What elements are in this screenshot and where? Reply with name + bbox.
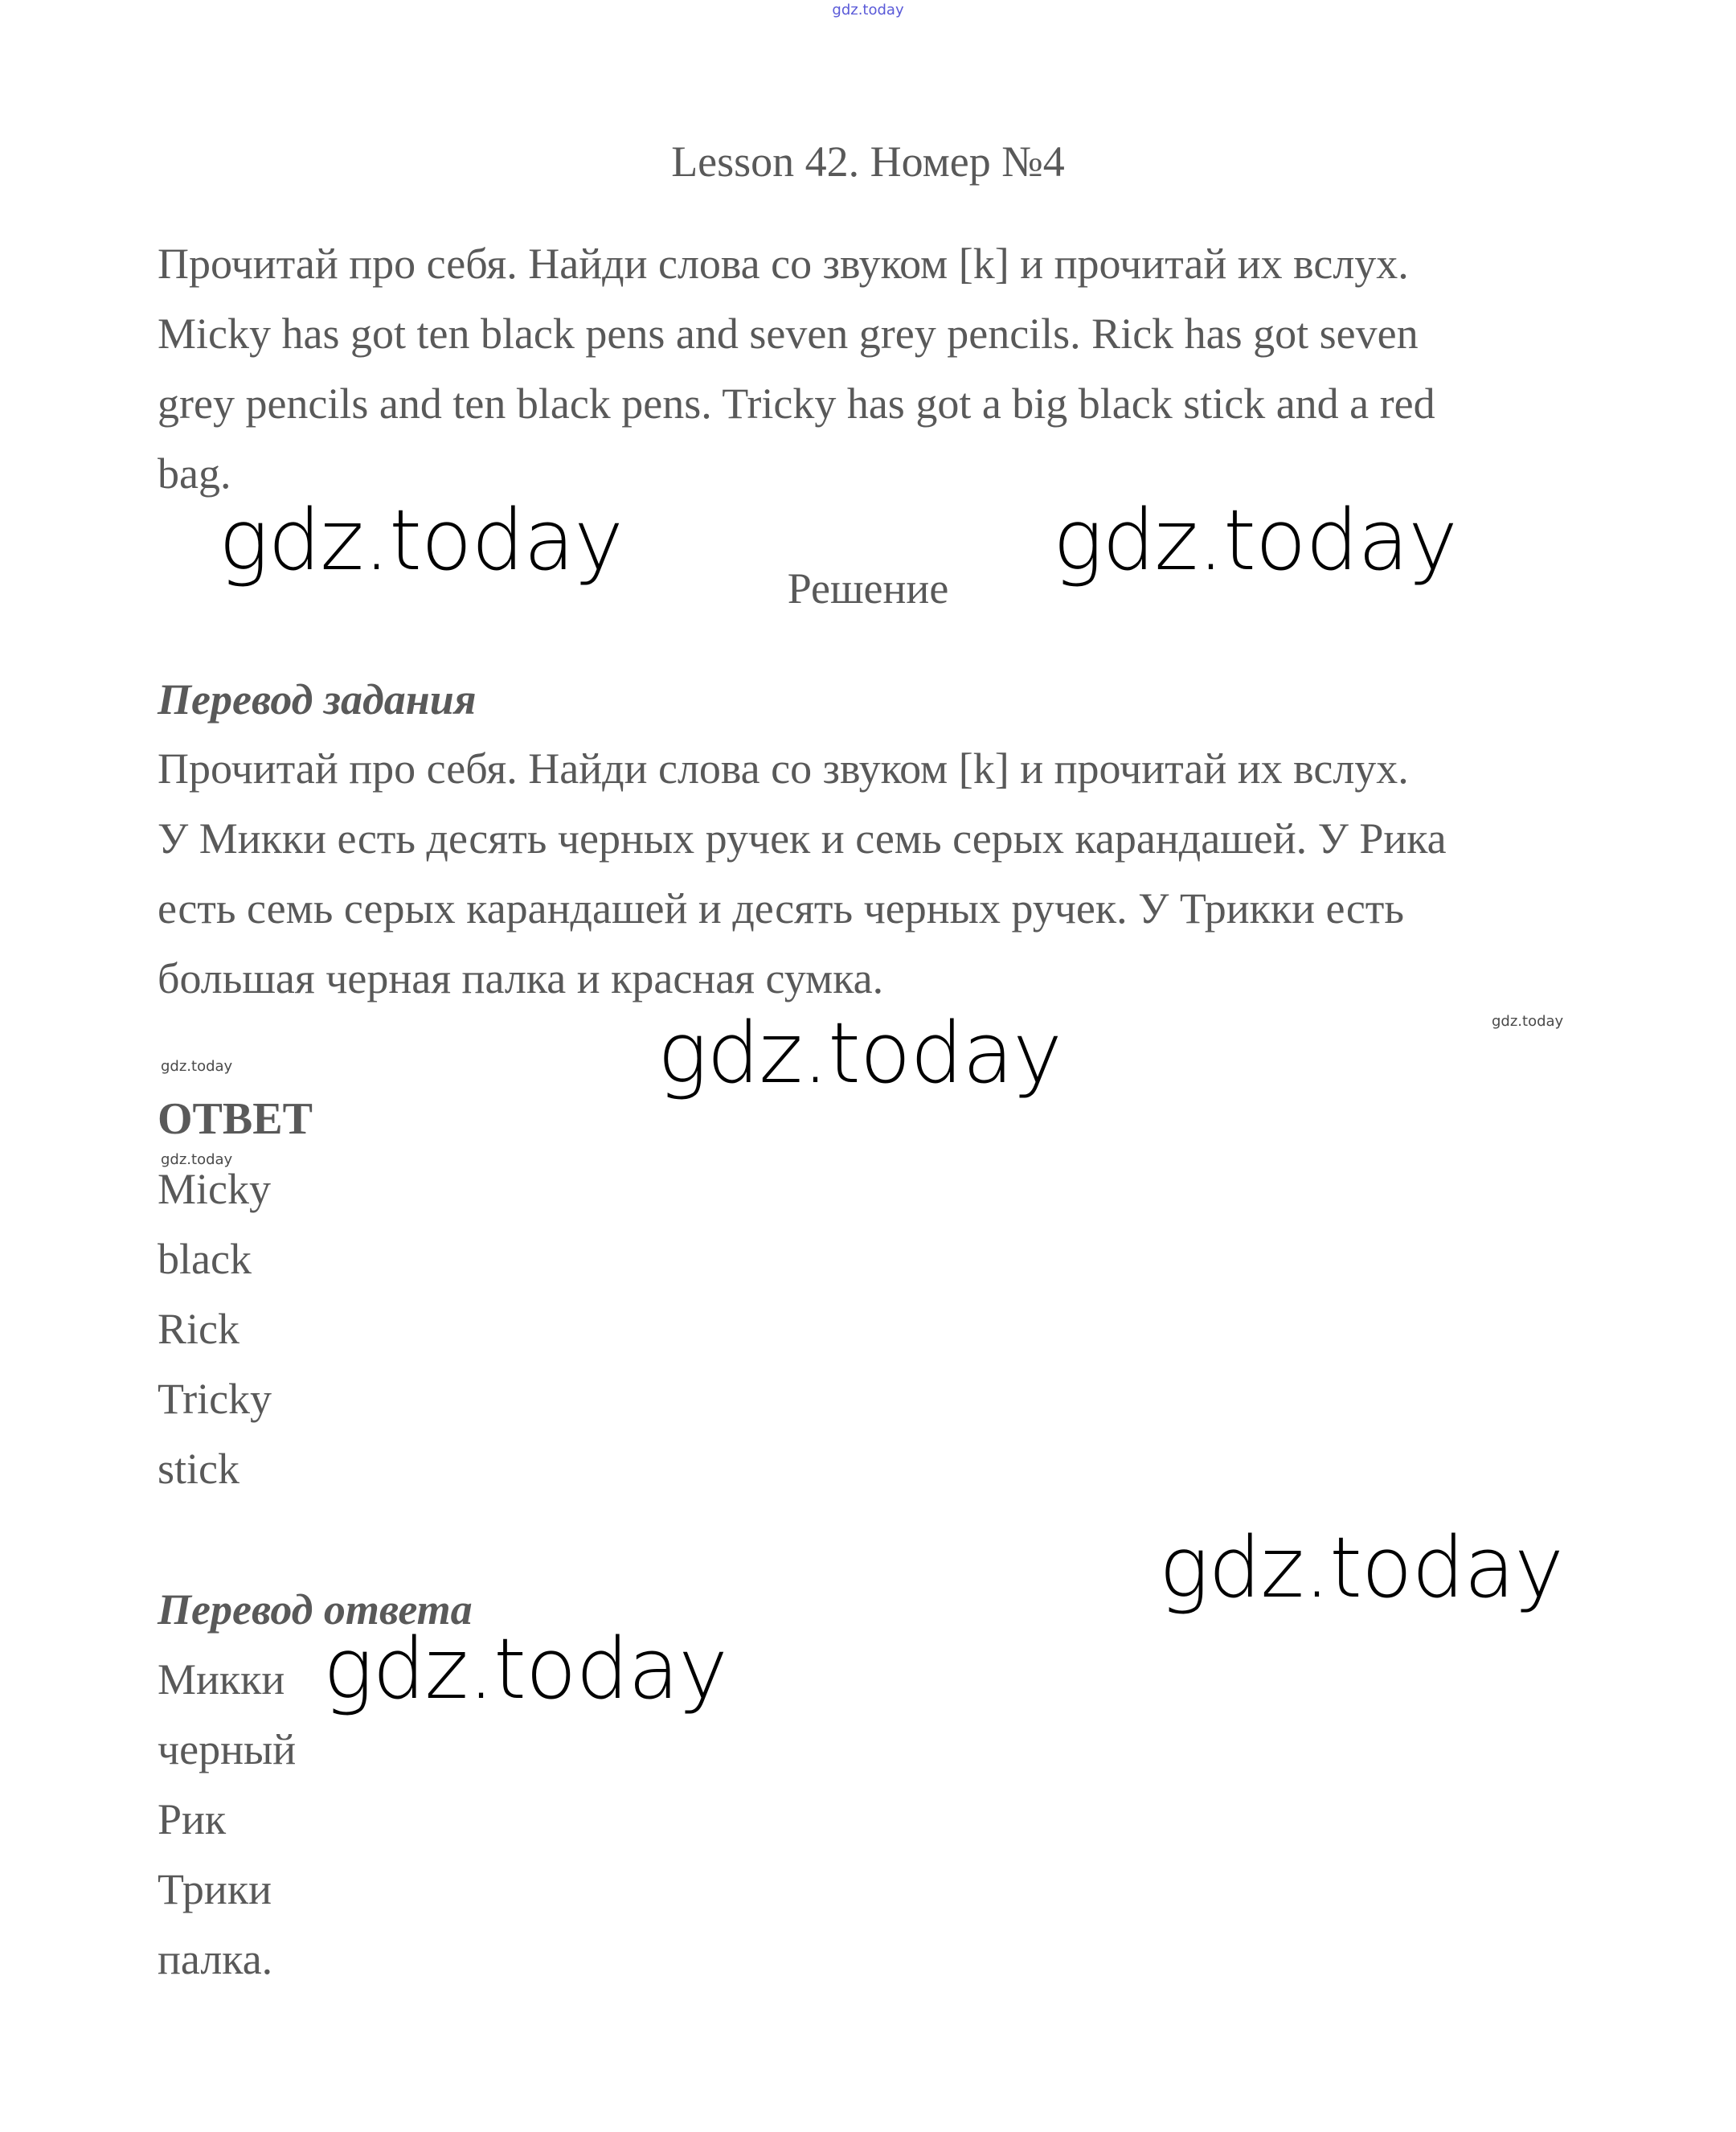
page-title: Lesson 42. Номер №4 bbox=[671, 137, 1065, 186]
translation-line: Прочитай про себя. Найди слова со звуком [k] и прочитай их вслух. bbox=[158, 744, 1409, 793]
translation-line: У Микки есть десять черных ручек и семь серых карандашей. У Рика bbox=[158, 814, 1447, 863]
task-line: bag. bbox=[158, 449, 231, 498]
watermark-small: gdz.today bbox=[1492, 1013, 1564, 1030]
task-line: Micky has got ten black pens and seven grey pencils. Rick has got seven bbox=[158, 310, 1419, 358]
answer-translation-word: палка. bbox=[158, 1935, 273, 1983]
watermark-small: gdz.today bbox=[161, 1151, 233, 1168]
watermark-large: gdz.today bbox=[323, 1620, 727, 1718]
watermark-small: gdz.today bbox=[161, 1058, 233, 1075]
answer-translation-word: Рик bbox=[158, 1795, 227, 1843]
answer-word: Tricky bbox=[158, 1375, 272, 1423]
task-line: Прочитай про себя. Найди слова со звуком [k] и прочитай их вслух. bbox=[158, 240, 1409, 288]
watermark-large: gdz.today bbox=[219, 491, 623, 589]
task-line: grey pencils and ten black pens. Tricky has got a big black stick and a red bbox=[158, 379, 1435, 428]
translation-text bbox=[158, 734, 1604, 1014]
watermark-large: gdz.today bbox=[1159, 1519, 1563, 1617]
answer-heading: ОТВЕТ bbox=[158, 1094, 313, 1144]
answer-word: stick bbox=[158, 1445, 240, 1493]
answer-word: Micky bbox=[158, 1165, 271, 1213]
answer-translation-word: Трики bbox=[158, 1865, 272, 1913]
translation-line: большая черная палка и красная сумка. bbox=[158, 954, 884, 1002]
watermark-large: gdz.today bbox=[657, 1004, 1062, 1102]
answer-word: Rick bbox=[158, 1305, 240, 1353]
answer-translation-word: Микки bbox=[158, 1655, 285, 1704]
answer-translation-heading: Перевод ответа bbox=[158, 1585, 473, 1634]
translation-line: есть семь серых карандашей и десять черных ручек. У Трикки есть bbox=[158, 884, 1405, 933]
task-text bbox=[158, 229, 1604, 509]
translation-heading: Перевод задания bbox=[158, 675, 477, 724]
answer-word: black bbox=[158, 1235, 252, 1283]
watermark-large: gdz.today bbox=[1053, 491, 1457, 589]
watermark-top: gdz.today bbox=[832, 2, 904, 18]
solution-label: Решение bbox=[787, 564, 949, 613]
answer-translation-word: черный bbox=[158, 1725, 297, 1773]
